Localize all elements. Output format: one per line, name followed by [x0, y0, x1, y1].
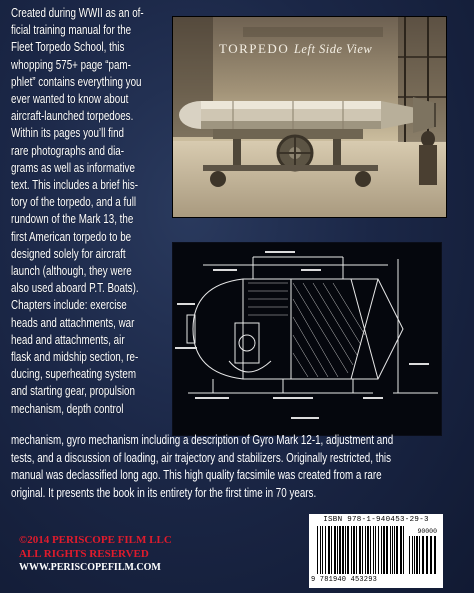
photo-caption [219, 41, 372, 57]
back-cover-blurb-continued [11, 432, 471, 502]
blurb-line: Fleet Torpedo School, this [11, 40, 125, 55]
copyright-block [19, 533, 172, 575]
rights-line: ALL RIGHTS RESERVED [19, 548, 149, 560]
blurb-line: grams as well as informative [11, 160, 135, 175]
blurb-line: Created during WWII as an of- [11, 6, 144, 20]
blurb-line: head and attachments, air [11, 332, 125, 347]
blurb-line: rundown of the Mark 13, the [11, 212, 134, 227]
isbn-barcode [309, 514, 443, 588]
ean-digits: 9 781940 453293 [311, 576, 378, 584]
blurb-line: Chapters include: exercise [11, 298, 127, 313]
blurb-line: heads and attachments, war [11, 315, 135, 330]
blueprint-drawing [173, 243, 441, 435]
blurb-line: whopping 575+ page “pam- [11, 57, 131, 72]
blurb-line: tory of the torpedo, and a full [11, 195, 137, 210]
photo-caption-script: Left Side View [293, 42, 373, 56]
photo-caption-caps: TORPEDO [219, 41, 290, 56]
blurb-line: and starting gear, propulsion [11, 384, 135, 399]
copyright-line: ©2014 PERISCOPE FILM LLC [19, 534, 172, 546]
blurb-line: tests, and a discussion of loading, air trajectory and stabilizers. Originally restricted, this [11, 450, 392, 465]
blurb-line: ever wanted to know about [11, 92, 129, 107]
torpedo-photo [172, 16, 447, 218]
blurb-line: also used aboard P.T. Boats). [11, 281, 139, 296]
isbn-number: ISBN 978-1-940453-29-3 [323, 516, 429, 524]
blurb-line: ducing, superheating system [11, 367, 137, 382]
torpedo-blueprint-diagram [172, 242, 442, 436]
blurb-line: Within its pages you’ll find [11, 126, 125, 141]
blurb-line: flask and midship section, re- [11, 350, 139, 365]
blurb-line: mechanism, gyro mechanism including a description of Gyro Mark 12-1, adjustment and [11, 433, 394, 447]
blurb-line: mechanism, depth control [11, 401, 124, 416]
blurb-line: phlet” contains everything you [11, 74, 142, 89]
blurb-line: designed solely for aircraft [11, 246, 126, 261]
blurb-line: ficial training manual for the [11, 23, 132, 38]
blurb-line: original. It presents the book in its entirety for the first time in 70 years. [11, 485, 317, 500]
blurb-line: aircraft-launched torpedoes. [11, 109, 134, 124]
blurb-line: launch (although, they were [11, 264, 132, 279]
blurb-line: first American torpedo to be [11, 229, 132, 244]
website-link[interactable]: WWW.PERISCOPEFILM.COM [19, 562, 161, 573]
blurb-line: manual was declassified long ago. This high quality facsimile was created from a rare [11, 468, 382, 483]
back-cover-blurb [11, 5, 169, 418]
blurb-line: rare photographs and dia- [11, 143, 125, 158]
blurb-line: text. This includes a brief his- [11, 178, 139, 193]
price-code: 90000 [417, 528, 437, 535]
